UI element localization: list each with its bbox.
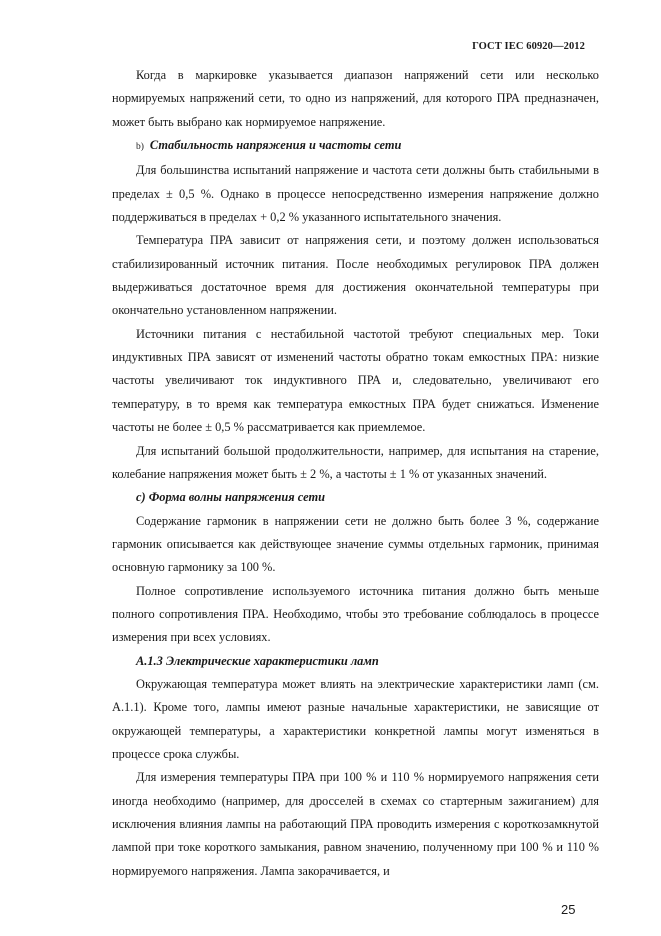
paragraph: Когда в маркировке указывается диапазон напряжений сети или несколько нормируемых напряжений сети, то одно из напряжений, для которого ПРА предназначен, может быть выбрано как нормируемое напряжение. [112,68,599,129]
page-number: 25 [561,902,576,917]
list-marker: b) [136,142,144,153]
paragraph: Для большинства испытаний напряжение и частота сети должны быть стабильными в пределах ± 0,5 %. Однако в процессе непосредственно измерения напряжение должно поддерживаться в пределах + 0,2 % указанного испытательного значения. [112,163,599,225]
paragraph: Температура ПРА зависит от напряжения сети, и поэтому должен использоваться стабилизированный источник питания. После необходимых регулировок ПРА должен выдерживаться достаточное время для достижения окончательной температуры при окончательно установленном напряжении. [112,233,599,318]
section-heading-c: с) Форма волны напряжения сети [136,490,325,505]
section-heading-title: Стабильность напряжения и частоты сети [149,138,402,153]
section-heading-a13: А.1.3 Электрические характеристики ламп [136,653,379,668]
paragraph: Для испытаний большой продолжительности, например, для испытания на старение, колебание напряжения может быть ± 2 %, а частоты ± 1 % от указанных значений. [112,443,599,481]
section-heading-b [112,134,599,159]
paragraph: Содержание гармоник в напряжении сети не должно быть более 3 %, содержание гармоник описывается как действующее значение суммы отдельных гармоник, принимая основную гармонику за 100 %. [112,513,599,575]
paragraph: Полное сопротивление используемого источника питания должно быть меньше полного сопротивления ПРА. Необходимо, чтобы это требование соблюдалось в процессе измерения при всех условиях. [112,583,599,645]
paragraph: Окружающая температура может влиять на электрические характеристики ламп (см. А.1.1). Кроме того, лампы имеют разные начальные характеристики, не зависящие от окружающей температуры, а характеристики конкретной лампы могут изменяться в процессе срока службы. [112,676,599,761]
page-content [112,64,599,883]
paragraph: Источники питания с нестабильной частотой требуют специальных мер. Токи индуктивных ПРА зависят от изменений частоты обратно токам емкостных ПРА: низкие частоты увеличивают ток индуктивного ПРА и, следовательно, увеличивают его температуру, в то время как температура емкостных ПРА будет снижаться. Изменение частоты не более ± 0,5 % рассматривается как приемлемое. [112,326,599,435]
paragraph: Для измерения температуры ПРА при 100 % и 110 % нормируемого напряжения сети иногда необходимо (например, для дросселей в схемах со стартерным зажиганием) для исключения влияния лампы на работающий ПРА проводить измерения с короткозамкнутой лампой при токе короткого замыкания, равном значению, полученному при 100 % и 110 % нормируемого напряжения. Лампа закорачивается, и [112,770,599,878]
document-header: ГОСТ IEC 60920—2012 [472,41,585,52]
